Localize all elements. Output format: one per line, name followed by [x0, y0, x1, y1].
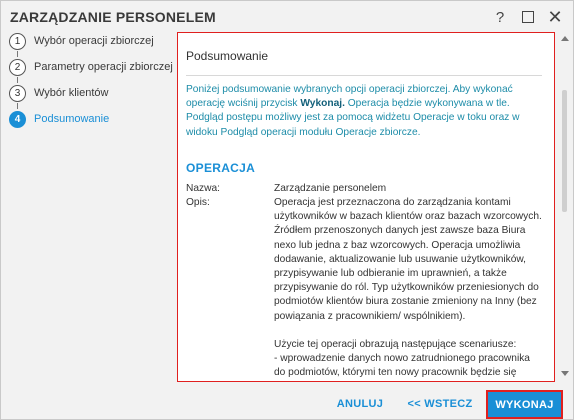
- back-button[interactable]: << WSTECZ: [407, 398, 473, 410]
- help-button[interactable]: ?: [495, 8, 505, 26]
- summary-panel: [177, 32, 555, 382]
- dialog-footer: [1, 385, 573, 419]
- close-button[interactable]: ✕: [547, 6, 563, 27]
- step-number: 3: [9, 85, 26, 102]
- scenario-item: - wprowadzenie danych nowo zatrudnionego pracownika do podmiotów, którymi ten nowy pracownik będzie się: [274, 353, 530, 379]
- summary-heading: Podsumowanie: [186, 49, 269, 63]
- scrollbar-thumb[interactable]: [562, 90, 567, 212]
- step-label: Parametry operacji zbiorczej: [34, 61, 173, 73]
- spacer: [274, 324, 542, 338]
- step-number: 4: [9, 111, 26, 128]
- scroll-up-arrow-icon[interactable]: [561, 36, 569, 41]
- step-number: 2: [9, 59, 26, 76]
- step-operation-parameters[interactable]: [9, 57, 174, 77]
- intro-text-bold: Wykonaj.: [300, 98, 345, 110]
- cancel-button[interactable]: ANULUJ: [336, 398, 384, 410]
- scenarios-intro: Użycie tej operacji obrazują następujące scenariusze:: [274, 338, 517, 350]
- step-label: Wybór operacji zbiorczej: [34, 35, 154, 47]
- step-client-choice[interactable]: [9, 83, 174, 103]
- description-row: [186, 196, 546, 382]
- dialog-title: ZARZĄDZANIE PERSONELEM: [10, 9, 216, 25]
- step-operation-choice[interactable]: [9, 31, 174, 51]
- intro-text-after: Operacja będzie wykonywana w tle. Podgląd postępu możliwy jest za pomocą widżetu Operacje w toku oraz w widoku Podgląd operacji modułu Operacje zbiorcze.: [186, 98, 520, 138]
- description-block: [274, 196, 542, 382]
- name-row: [186, 182, 546, 196]
- scroll-down-arrow-icon[interactable]: [561, 371, 569, 376]
- description-value: Operacja jest przeznaczona do zarządzania kontami użytkowników w bazach klientów oraz bazach wzorcowych. Źródłem przenoszonych danych jest zawsze baza Biura nexo lub jedna z baz wzorcowych. Operacja umożliwia dodawanie, aktualizowanie lub usuwanie użytkowników, przypisywanie lub odbieranie im uprawnień, a także przypisywanie do ról. Typ użytkowników przeniesionych do podmiotów klientów biura zostanie zmieniony na Inny (bez powiązania z pracownikiem/ wspólnikiem).: [274, 197, 542, 322]
- step-summary[interactable]: [9, 109, 174, 129]
- operation-heading: OPERACJA: [186, 161, 256, 175]
- name-label: Nazwa:: [186, 183, 220, 194]
- step-label: Wybór klientów: [34, 87, 109, 99]
- maximize-icon: [522, 11, 534, 23]
- maximize-button[interactable]: [517, 6, 539, 28]
- divider: [186, 75, 542, 76]
- intro-text-before: Poniżej podsumowanie wybranych opcji operacji zbiorczej. Aby wykonać operację wciśnij przycisk: [186, 84, 513, 110]
- step-number: 1: [9, 33, 26, 50]
- name-value: Zarządzanie personelem: [274, 183, 387, 194]
- execute-button[interactable]: WYKONAJ: [486, 390, 563, 419]
- content-scrollbar[interactable]: [558, 32, 572, 382]
- title-bar: [1, 1, 573, 31]
- step-label: Podsumowanie: [34, 113, 110, 125]
- description-label: Opis:: [186, 197, 210, 208]
- summary-intro: [186, 83, 548, 140]
